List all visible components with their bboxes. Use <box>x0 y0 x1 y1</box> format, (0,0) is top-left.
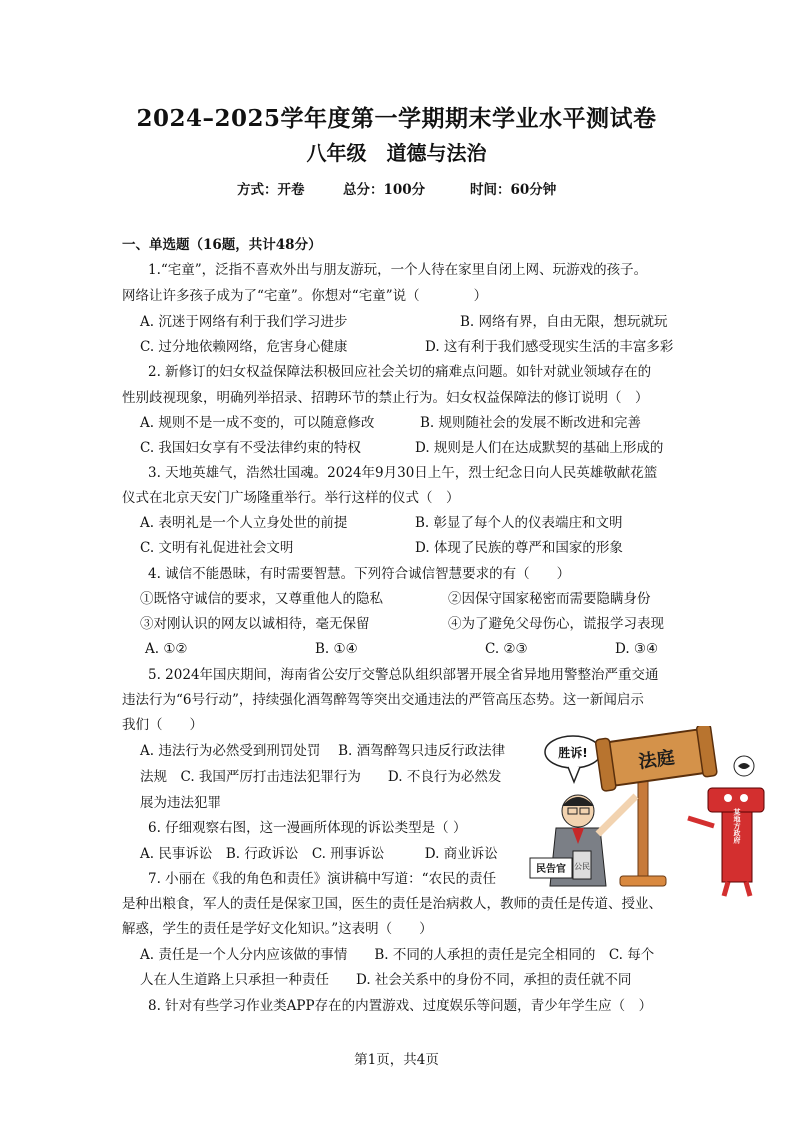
q3-option-c: C. 文明有礼促进社会文明 <box>140 540 294 556</box>
exam-score: 总分：100分 <box>343 182 426 198</box>
exam-time: 时间：60分钟 <box>470 182 557 198</box>
q2-option-b: B. 规则随社会的发展不断改进和完善 <box>420 415 642 431</box>
page-footer: 第1页，共4页 <box>354 1052 439 1068</box>
q1-option-d: D. 这有利于我们感受现实生活的丰富多彩 <box>425 339 674 355</box>
exam-title: 2024–2025学年度第一学期期末学业水平测试卷 <box>136 105 657 132</box>
q1-line1: 1.“宅童”，泛指不喜欢外出与朋友游玩，一个人待在家里自闭上网、玩游戏的孩子。 <box>148 262 648 278</box>
q7-options-line1: A. 责任是一个人分内应该做的事情 B. 不同的人承担的责任是完全相同的 C. 每个 <box>140 947 655 963</box>
q4-statement-3: ③对刚认识的网友以诚相待，毫无保留 <box>140 616 370 632</box>
q5-options-line2: 法规 C. 我国严厉打击违法犯罪行为 D. 不良行为必然发 <box>140 769 502 785</box>
q2-option-a: A. 规则不是一成不变的，可以随意修改 <box>140 415 375 431</box>
citizen-figure <box>530 795 636 886</box>
exam-subtitle: 八年级 道德与法治 <box>306 141 487 165</box>
q4-option-c: C. ②③ <box>485 641 528 657</box>
q2-line2: 性别歧视现象，明确列举招录、招聘环节的禁止行为。妇女权益保障法的修订说明（ ） <box>122 390 649 406</box>
q8-line1: 8. 针对有些学习作业类APP存在的内置游戏、过度娱乐等问题，青少年学生应（ ） <box>148 998 653 1014</box>
q4-option-a: A. ①② <box>145 641 188 657</box>
q2-line1: 2. 新修订的妇女权益保障法积极回应社会关切的痛难点问题。如针对就业领域存在的 <box>148 364 652 380</box>
q5-options-line1: A. 违法行为必然受到刑罚处罚 B. 酒驾醉驾只违反行政法律 <box>140 743 506 759</box>
q7-line3: 解惑，学生的责任是学好文化知识。”这表明（ ） <box>122 921 433 937</box>
q2-option-c: C. 我国妇女享有不受法律约束的特权 <box>140 440 361 456</box>
q4-statement-4: ④为了避免父母伤心，谎报学习表现 <box>448 616 664 632</box>
q4-statement-2: ②因保守国家秘密而需要隐瞒身份 <box>448 591 651 607</box>
q3-option-b: B. 彰显了每个人的仪表端庄和文明 <box>415 515 623 531</box>
q2-option-d: D. 规则是人们在达成默契的基础上形成的 <box>415 440 664 456</box>
exam-mode: 方式：开卷 <box>237 182 305 198</box>
q4-option-b: B. ①④ <box>315 641 358 657</box>
cartoon-illustration <box>528 726 776 898</box>
q3-line2: 仪式在北京天安门广场隆重举行。举行这样的仪式（ ） <box>122 490 460 506</box>
q6-line1: 6. 仔细观察右图，这一漫画所体现的诉讼类型是（ ） <box>148 820 467 836</box>
speech-bubble <box>545 736 601 782</box>
citizen-label: 公民 <box>574 862 590 871</box>
q1-option-a: A. 沉迷于网络有利于我们学习进步 <box>140 314 348 330</box>
q4-line1: 4. 诚信不能愚昧，有时需要智慧。下列符合诚信智慧要求的有（ ） <box>148 566 571 582</box>
section-heading: 一、单选题（16题，共计48分） <box>122 237 322 253</box>
gavel-head <box>595 726 717 791</box>
q3-line1: 3. 天地英雄气，浩然壮国魂。2024年9月30日上午，烈士纪念日向人民英雄敬献花篮 <box>148 465 658 481</box>
q5-line1: 5. 2024年国庆期间，海南省公安厅交警总队组织部署开展全省异地用警整治严重交通 <box>148 667 659 683</box>
q1-line2: 网络让许多孩子成为了“宅童”。你想对“宅童”说（ ） <box>122 288 488 304</box>
q4-option-d: D. ③④ <box>615 641 659 657</box>
stamp-label: 某地方政府 <box>733 808 741 844</box>
q5-line2: 违法行为“6号行动”，持续强化酒驾醉驾等突出交通违法的严管高压态势。这一新闻启示 <box>122 692 644 708</box>
q5-options-line3: 展为违法犯罪 <box>140 795 221 811</box>
q3-option-a: A. 表明礼是一个人立身处世的前提 <box>140 515 348 531</box>
gavel-label: 法庭 <box>637 747 676 773</box>
q6-options: A. 民事诉讼 B. 行政诉讼 C. 刑事诉讼 D. 商业诉讼 <box>140 846 498 862</box>
q7-line2: 是种出粮食，军人的责任是保家卫国，医生的责任是治病救人，教师的责任是传道、授业、 <box>122 896 662 912</box>
government-stamp-figure <box>688 756 764 896</box>
sign-label: 民告官 <box>536 864 566 875</box>
q7-line1: 7. 小丽在《我的角色和责任》演讲稿中写道：“农民的责任 <box>148 871 497 887</box>
q1-option-c: C. 过分地依赖网络，危害身心健康 <box>140 339 348 355</box>
q7-options-line2: 人在人生道路上只承担一种责任 D. 社会关系中的身份不同，承担的责任就不同 <box>140 972 632 988</box>
q5-line3: 我们（ ） <box>122 717 203 733</box>
q3-option-d: D. 体现了民族的尊严和国家的形象 <box>415 540 623 556</box>
q1-option-b: B. 网络有界，自由无限，想玩就玩 <box>460 314 668 330</box>
bubble-text: 胜诉! <box>558 746 588 760</box>
q4-statement-1: ①既恪守诚信的要求，又尊重他人的隐私 <box>140 591 383 607</box>
